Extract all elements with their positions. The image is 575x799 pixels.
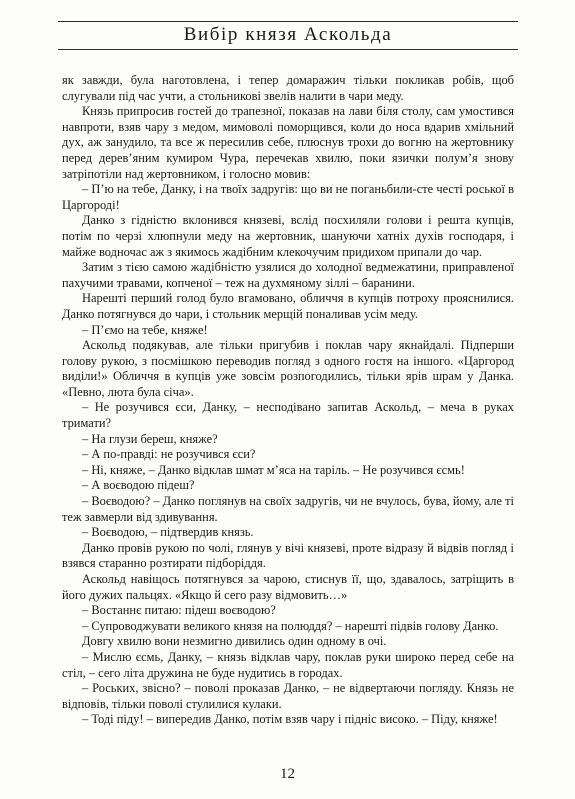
paragraph: Данко провів рукою по чолі, глянув у вічі князеві, проте відразу й відвів погляд і взявся старанно розтирати підборіддя. (62, 540, 514, 571)
paragraph: – Востаннє питаю: підеш воєводою? (82, 603, 276, 618)
paragraph: Аскольд подякував, але тільки пригубив і поклав чару якнайдалі. Підперши голову рукою, з посмішкою переводив погляд з одного гостя на іншого. «Царгород виділи!» Обличчя в купців уже зовсім розпогодились, тільки ярів шрам у Данка. «Певно, люта була січа». (62, 338, 514, 399)
paragraph: – Не розучився єси, Данку, – несподівано запитав Аскольд, – меча в руках тримати? (62, 400, 514, 431)
paragraph: – А воєводою підеш? (82, 478, 195, 493)
paragraph: Нарешті перший голод було вгамовано, обличчя в купців потроху прояснилися. Данко потягнувся до чари, і стольник мерщій поналивав усім меду. (62, 291, 514, 321)
paragraph: – Супроводжувати великого князя на полюддя? – нарешті підвів голову Данко. (82, 618, 499, 633)
paragraph: – Воєводою, – підтвердив князь. (82, 525, 254, 540)
paragraph: Данко з гідністю вклонився князеві, вслід посхиляли голови і решта купців, потім по черзі хлюпнули меду на жертовник, шануючи хатніх духів господаря, і майже водночас аж з якимось жадібним клекочучим придихом припали до чар. (62, 213, 514, 259)
paragraph: – А по-правді: не розучився єси? (82, 447, 256, 462)
paragraph: Аскольд навіщось потягнувся за чарою, стиснув її, що, здавалось, затріщить в його дужих пальцях. «Якщо й сего разу відмовить…» (62, 572, 514, 602)
paragraph: Князь припросив гостей до трапезної, показав на лави біля столу, сам умостився навпроти, взяв чару з медом, мимоволі поморщився, коли до носа вдарив хмільний дух, аж занудило, та все ж пересилив себе, плюснув трохи до вогню на жертовнику перед дерев’яним кумиром Чура, перечекав хвилю, поки язички полум’я знову затріпотіли над жертовником, і голосно мовив: (62, 104, 514, 181)
body-text (62, 73, 514, 728)
paragraph: Затим з тією самою жадібністю узялися до холодної ведмежатини, приправленої пахучими травами, копченої – теж на духмяному зіллі – баранини. (62, 260, 514, 290)
header-rule-bottom (58, 49, 518, 50)
paragraph: Довгу хвилю вони незмигно дивились один одному в очі. (82, 634, 387, 649)
paragraph: – Воєводою? – Данко поглянув на своїх задругів, чи не вчулось, бува, йому, але ті теж завмерли від здивування. (62, 494, 514, 524)
running-title: Вибір князя Аскольда (183, 24, 393, 45)
paragraph: – Роських, звісно? – поволі проказав Данко, – не відвертаючи погляду. Князь не відповів, тільки поволі стулилися кулаки. (62, 681, 514, 711)
paragraph: – П’ємо на тебе, княже! (82, 322, 208, 337)
paragraph: – Ні, княже, – Данко відклав шмат м’яса на таріль. – Не розучився єсмь! (82, 462, 465, 477)
paragraph: – Тоді піду! – випередив Данко, потім взяв чару і підніс високо. – Піду, княже! (82, 712, 498, 727)
header-rule-top (58, 21, 518, 22)
paragraph: як завжди, була наготовлена, і тепер домаражич тільки покликав робів, щоб слугували під час учти, а стольникові звелів налити в чари меду. (62, 73, 514, 103)
paragraph: – Мислю єсмь, Данку, – князь відклав чару, поклав руки широко перед себе на стіл, – сего літа дружина не буде нудитись в городах. (62, 649, 514, 680)
page-number: 12 (280, 766, 295, 782)
paragraph: – На глузи береш, княже? (82, 431, 218, 446)
paragraph: – П’ю на тебе, Данку, і на твоїх задругів: що ви не поганьбили-сте честі роської в Царгороді! (62, 182, 514, 212)
